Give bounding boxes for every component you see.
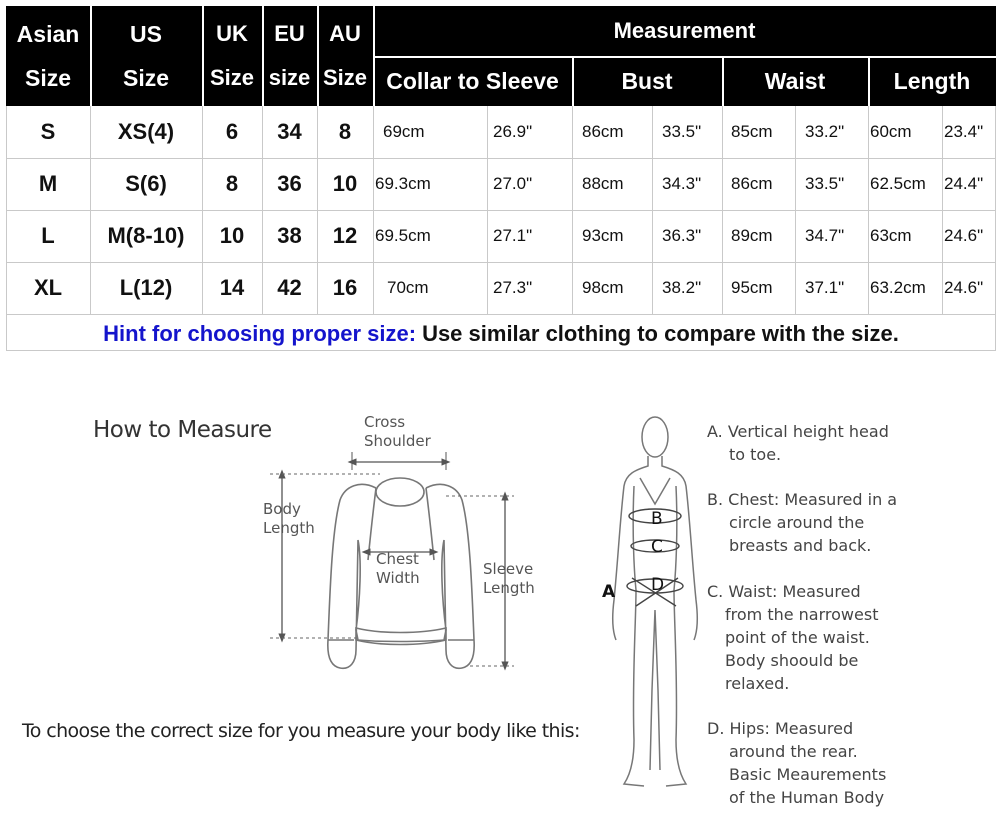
note-c-line3: point of the waist.	[725, 628, 870, 647]
cell-collar-in: 27.3"	[493, 278, 533, 297]
note-c-line5: relaxed.	[725, 674, 790, 693]
header-uk-size	[202, 6, 262, 106]
header-divider	[373, 56, 996, 58]
cell-waist-in: 33.5"	[805, 174, 845, 193]
measurement-loops	[627, 509, 683, 606]
note-a	[707, 420, 889, 466]
cell-au-size: 16	[332, 275, 358, 300]
cell-length-cm: 60cm	[870, 122, 912, 141]
header-us-size	[90, 6, 202, 106]
cell-length-in: 23.4"	[944, 122, 984, 141]
cell-us-size: M(8-10)	[107, 223, 185, 248]
grid-line	[6, 262, 996, 263]
cross-shoulder-label	[364, 413, 431, 451]
chest-width-line1: Chest	[376, 550, 419, 568]
cell-bust-cm: 98cm	[582, 278, 624, 297]
measure-instruction: To choose the correct size for you measure your body like this:	[22, 720, 580, 742]
header-divider	[572, 56, 574, 106]
header-uk-line1: UK	[216, 21, 248, 46]
grid-line	[6, 210, 996, 211]
chest-width-line2: Width	[376, 569, 420, 587]
header-au-line2: Size	[322, 65, 368, 90]
cell-eu-size: 36	[277, 171, 302, 196]
marker-d: D	[651, 575, 665, 595]
chest-width-label	[376, 550, 420, 588]
cell-asian-size: L	[41, 223, 55, 248]
cell-uk-size: 10	[219, 223, 245, 248]
cell-collar-cm: 69.3cm	[375, 174, 431, 193]
header-divider	[90, 6, 92, 106]
cell-asian-size: S	[40, 119, 56, 144]
cell-uk-size: 14	[219, 275, 245, 300]
header-eu-line2: size	[268, 65, 311, 90]
cell-bust-in: 36.3"	[662, 226, 702, 245]
cell-collar-cm: 69cm	[383, 122, 425, 141]
header-length: Length	[868, 56, 996, 106]
how-to-measure-title: How to Measure	[93, 417, 272, 443]
cell-length-in: 24.6"	[944, 226, 984, 245]
header-divider	[722, 56, 724, 106]
header-collar-to-sleeve: Collar to Sleeve	[373, 56, 572, 106]
cell-us-size: L(12)	[119, 275, 173, 300]
cell-asian-size: M	[38, 171, 58, 196]
cell-au-size: 8	[338, 119, 352, 144]
body-length-line1: Body	[263, 500, 301, 518]
sleeve-length-line1: Sleeve	[483, 560, 534, 578]
header-eu-line1: EU	[274, 21, 305, 46]
note-b-line3: breasts and back.	[729, 536, 872, 555]
cell-au-size: 10	[332, 171, 358, 196]
cell-waist-cm: 86cm	[731, 174, 773, 193]
header-bust: Bust	[572, 56, 722, 106]
note-c-line4: Body shoould be	[725, 651, 859, 670]
cross-shoulder-line1: Cross	[364, 413, 406, 431]
note-b	[707, 488, 897, 557]
cell-length-cm: 63.2cm	[870, 278, 926, 297]
note-a-line2: to toe.	[729, 445, 782, 464]
cell-length-in: 24.6"	[944, 278, 984, 297]
cell-uk-size: 8	[225, 171, 239, 196]
cell-eu-size: 42	[277, 275, 302, 300]
cell-bust-in: 34.3"	[662, 174, 702, 193]
hint-label: Hint for choosing proper size:	[103, 320, 417, 346]
header-waist: Waist	[722, 56, 868, 106]
cell-waist-cm: 95cm	[731, 278, 773, 297]
note-a-line1: A. Vertical height head	[707, 422, 889, 441]
sleeve-length-label	[483, 560, 535, 598]
header-au-line1: AU	[329, 21, 361, 46]
header-divider	[868, 56, 870, 106]
cell-au-size: 12	[332, 223, 358, 248]
marker-c: C	[651, 537, 663, 557]
cell-bust-in: 38.2"	[662, 278, 702, 297]
cell-length-cm: 62.5cm	[870, 174, 926, 193]
body-length-label	[263, 500, 315, 538]
note-d-line3: Basic Meaurements	[729, 765, 887, 784]
sleeve-length-line2: Length	[483, 579, 535, 597]
human-body-figure	[613, 417, 698, 786]
cell-length-in: 24.4"	[944, 174, 984, 193]
header-divider	[262, 6, 264, 106]
cell-bust-cm: 86cm	[582, 122, 624, 141]
cell-eu-size: 38	[277, 223, 302, 248]
cell-bust-cm: 88cm	[582, 174, 624, 193]
cell-length-cm: 63cm	[870, 226, 912, 245]
header-divider	[317, 6, 319, 106]
cell-waist-cm: 85cm	[731, 122, 773, 141]
header-divider	[202, 6, 204, 106]
note-b-line1: B. Chest: Measured in a	[707, 490, 898, 509]
header-asian-size	[6, 6, 90, 106]
cross-shoulder-line2: Shoulder	[364, 432, 431, 450]
note-c-line2: from the narrowest	[725, 605, 879, 624]
header-asian-line2: Size	[24, 65, 72, 91]
header-asian-line1: Asian	[16, 21, 80, 47]
cell-waist-in: 33.2"	[805, 122, 845, 141]
note-d	[707, 717, 886, 809]
cell-waist-in: 34.7"	[805, 226, 845, 245]
header-us-line1: US	[130, 21, 162, 47]
grid-line	[6, 158, 996, 159]
cell-collar-in: 27.0"	[493, 174, 533, 193]
marker-b: B	[651, 509, 663, 529]
header-us-line2: Size	[122, 65, 170, 91]
size-chart-table	[6, 6, 996, 351]
cell-eu-size: 34	[277, 119, 302, 144]
cell-us-size: XS(4)	[117, 119, 175, 144]
cell-collar-in: 26.9"	[493, 122, 533, 141]
note-d-line1: D. Hips: Measured	[707, 719, 854, 738]
cell-collar-in: 27.1"	[493, 226, 533, 245]
note-c-line1: C. Waist: Measured	[707, 582, 861, 601]
header-au-size	[317, 6, 373, 106]
cell-waist-in: 37.1"	[805, 278, 845, 297]
header-uk-line2: Size	[209, 65, 255, 90]
grid-line	[6, 314, 996, 315]
header-eu-size	[262, 6, 317, 106]
size-hint	[6, 316, 996, 351]
cell-collar-cm: 70cm	[387, 278, 429, 297]
cell-bust-in: 33.5"	[662, 122, 702, 141]
cell-asian-size: XL	[33, 275, 63, 300]
marker-a: A	[602, 582, 616, 602]
header-measurement: Measurement	[373, 6, 996, 56]
cell-bust-cm: 93cm	[582, 226, 624, 245]
note-c	[707, 580, 878, 695]
cell-uk-size: 6	[225, 119, 239, 144]
cell-waist-cm: 89cm	[731, 226, 773, 245]
cell-us-size: S(6)	[125, 171, 167, 196]
body-length-line2: Length	[263, 519, 315, 537]
cell-collar-cm: 69.5cm	[375, 226, 431, 245]
hint-text: Use similar clothing to compare with the size.	[422, 320, 899, 346]
note-b-line2: circle around the	[729, 513, 865, 532]
note-d-line2: around the rear.	[729, 742, 858, 761]
note-d-line4: of the Human Body	[729, 788, 885, 807]
